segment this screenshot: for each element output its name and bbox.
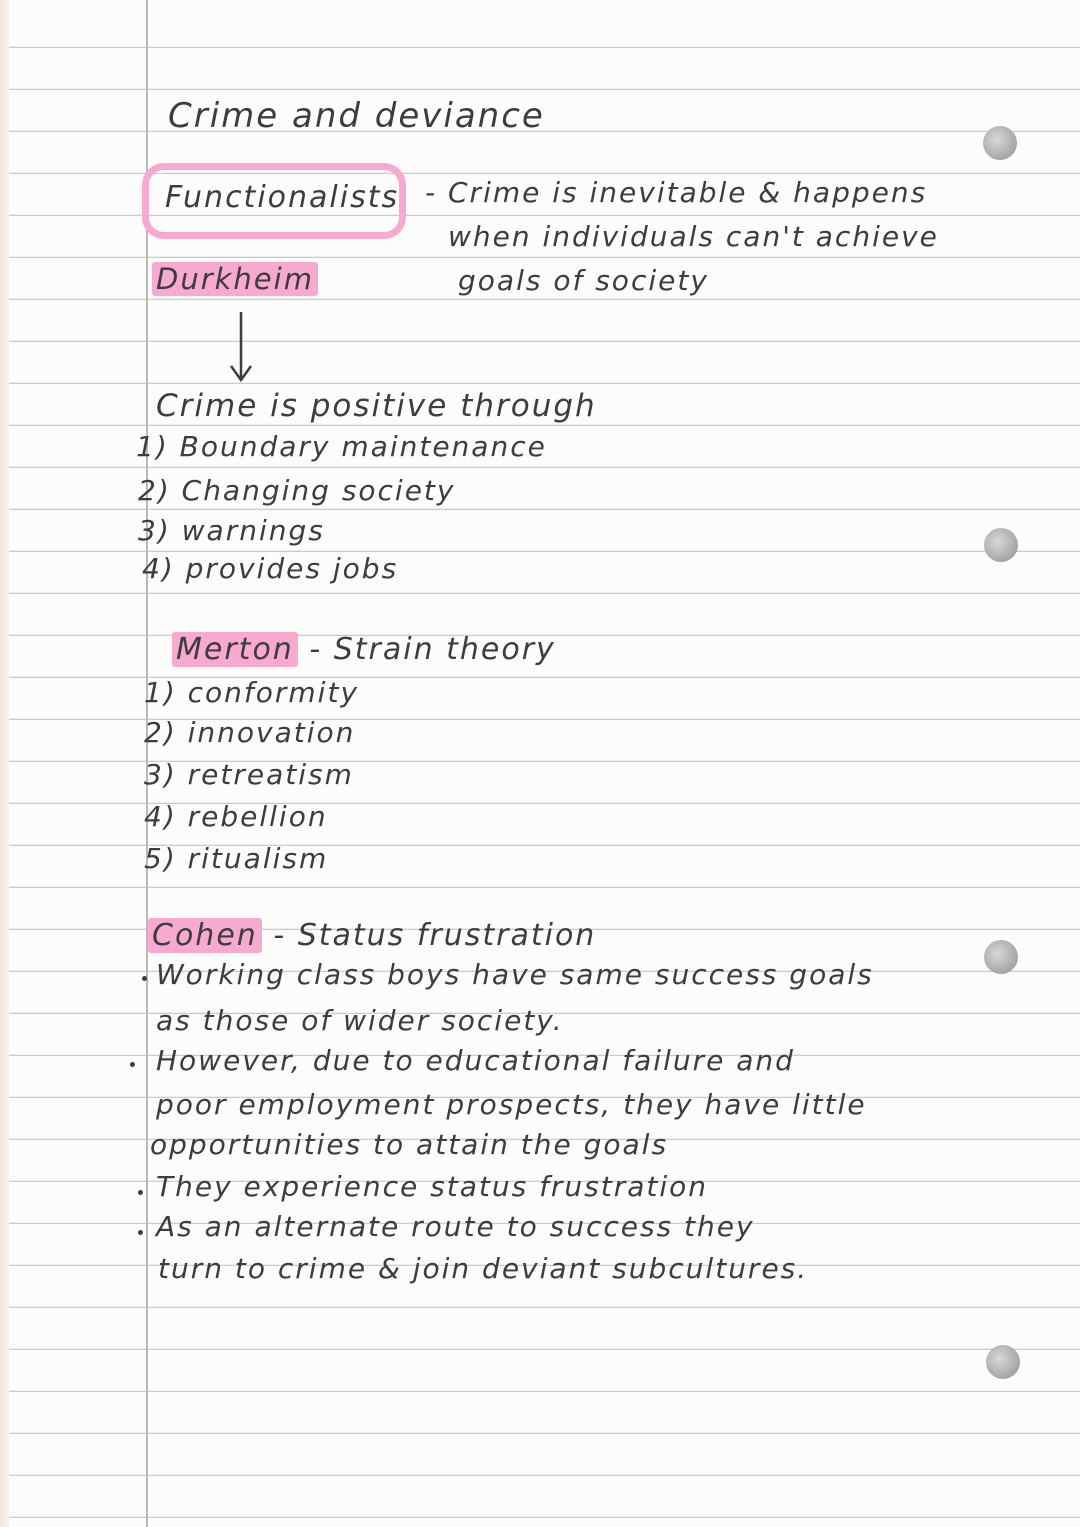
- cohen-theory: - Status frustration: [273, 918, 597, 953]
- punch-hole: [984, 528, 1018, 562]
- cohen-heading: [148, 918, 596, 953]
- durkheim-point: 4) provides jobs: [142, 552, 399, 585]
- punch-hole: [986, 1345, 1020, 1379]
- merton-adaptation: 5) ritualism: [144, 842, 329, 875]
- durkheim-point: 2) Changing society: [138, 474, 456, 507]
- functionalists-label: Functionalists: [165, 180, 400, 215]
- cohen-line: However, due to educational failure and: [156, 1044, 795, 1077]
- functionalists-definition-line: goals of society: [458, 264, 709, 297]
- durkheim-highlight: Durkheim: [152, 262, 318, 296]
- functionalists-definition-line: when individuals can't achieve: [448, 220, 939, 253]
- functionalists-definition-line: - Crime is inevitable & happens: [425, 176, 928, 209]
- cohen-line: They experience status frustration: [156, 1170, 709, 1203]
- durkheim-label: [152, 262, 318, 296]
- down-arrow-icon: [226, 310, 256, 384]
- merton-adaptation: 3) retreatism: [144, 758, 354, 791]
- bullet-icon: [142, 976, 147, 981]
- cohen-line: Working class boys have same success goals: [156, 958, 874, 991]
- cohen-line: poor employment prospects, they have little: [156, 1088, 867, 1121]
- merton-heading: [172, 632, 556, 667]
- cohen-label: Cohen: [148, 918, 262, 953]
- cohen-line: turn to crime & join deviant subcultures.: [158, 1252, 809, 1285]
- bullet-icon: [130, 1062, 135, 1067]
- durkheim-heading: Crime is positive through: [156, 388, 597, 424]
- bullet-icon: [138, 1230, 143, 1235]
- merton-theory: - Strain theory: [309, 632, 556, 667]
- merton-adaptation: 2) innovation: [144, 716, 356, 749]
- merton-adaptation: 1) conformity: [144, 676, 360, 709]
- cohen-line: as those of wider society.: [156, 1004, 564, 1037]
- cohen-line: As an alternate route to success they: [156, 1210, 755, 1243]
- merton-label: Merton: [172, 632, 298, 667]
- punch-hole: [984, 940, 1018, 974]
- page-edge: [0, 0, 9, 1527]
- durkheim-point: 3) warnings: [138, 514, 325, 547]
- bullet-icon: [138, 1190, 143, 1195]
- durkheim-point: 1) Boundary maintenance: [136, 430, 547, 463]
- merton-adaptation: 4) rebellion: [144, 800, 328, 833]
- punch-hole: [983, 126, 1017, 160]
- cohen-line: opportunities to attain the goals: [150, 1128, 669, 1161]
- page-title: Crime and deviance: [168, 96, 545, 136]
